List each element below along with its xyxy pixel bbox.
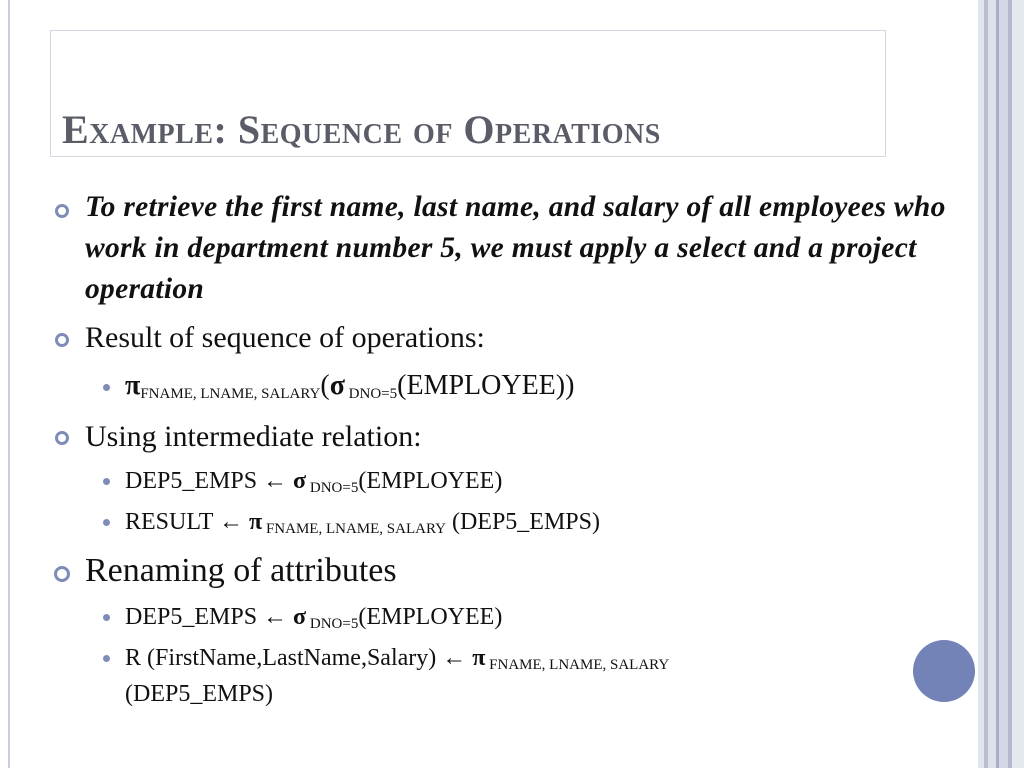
pi-symbol: π [243,509,263,535]
expression-result-project [125,505,600,539]
expr-open-paren: ( [320,370,330,401]
expr-lhs: DEP5_EMPS [125,604,264,630]
expression-project-select [125,366,574,406]
expr-tail: (DEP5_EMPS) [445,509,600,535]
renaming-heading: Renaming of attributes [85,552,397,589]
sigma-subscript: DNO=5 [306,616,359,632]
expression-rename-tail: (DEP5_EMPS) [125,681,274,707]
bullet-ring-icon [55,333,69,347]
slide-title: Example: Sequence of Operations [62,107,661,152]
pi-symbol: π [466,645,486,671]
expr-lhs: DEP5_EMPS [125,468,264,494]
expression-rename-project [125,641,669,675]
bullet-ring-icon [55,204,69,218]
right-decorative-stripes [978,0,1024,768]
left-arrow-symbol: ← [263,604,288,630]
left-arrow-symbol: ← [263,468,288,494]
expr-lhs: RESULT [125,509,220,535]
sigma-subscript: DNO=5 [344,386,398,402]
sigma-symbol: σ [287,468,307,494]
bullet-ring-icon [54,566,70,582]
bullet-dot-icon [103,655,110,662]
left-arrow-symbol: ← [442,645,467,671]
pi-subscript: FNAME, LNAME, SALARY [485,657,670,673]
expr-lhs: R (FirstName,LastName,Salary) [125,645,443,671]
sigma-symbol: σ [329,370,345,401]
left-arrow-symbol: ← [219,509,244,535]
intermediate-heading: Using intermediate relation: [85,420,422,453]
bullet-dot-icon [103,478,110,485]
bullet-dot-icon [103,519,110,526]
sigma-subscript: DNO=5 [306,480,359,496]
expr-tail: (EMPLOYEE) [358,604,503,630]
sigma-symbol: σ [287,604,307,630]
decorative-circle [913,640,975,702]
pi-subscript: FNAME, LNAME, SALARY [140,386,321,402]
result-heading: Result of sequence of operations: [85,321,485,354]
expr-tail: (EMPLOYEE) [358,468,503,494]
expression-dep5-select-2 [125,600,502,634]
expr-tail: (EMPLOYEE)) [397,370,575,401]
intro-text: To retrieve the first name, last name, and salary of all employees who work in department number 5, we must apply a select and a project operation [85,191,946,305]
pi-symbol: π [125,370,141,401]
bullet-dot-icon [103,384,110,391]
pi-subscript: FNAME, LNAME, SALARY [262,521,446,537]
expression-dep5-select [125,464,502,498]
bullet-ring-icon [55,431,69,445]
bullet-dot-icon [103,614,110,621]
